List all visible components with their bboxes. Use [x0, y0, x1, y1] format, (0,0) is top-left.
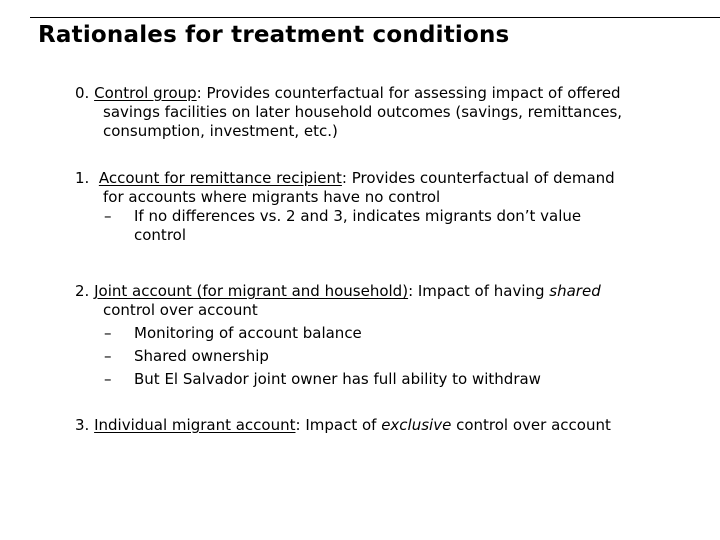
- item-number: 3.: [75, 416, 90, 434]
- item-number: 0.: [75, 84, 90, 102]
- item-term: Joint account (for migrant and household): [94, 282, 409, 300]
- item-emphasis: shared: [549, 282, 601, 300]
- sub-bullet-text-cont: control: [134, 226, 186, 244]
- dash-marker: –: [104, 207, 112, 225]
- dash-marker: –: [104, 347, 112, 365]
- item-desc: : Provides counterfactual for assessing impact of offered: [196, 84, 621, 102]
- sub-bullet-text: If no differences vs. 2 and 3, indicates migrants don’t value: [134, 207, 582, 225]
- sub-bullet-text: Shared ownership: [134, 347, 269, 365]
- item-remittance-recipient: [75, 169, 615, 245]
- slide-title: Rationales for treatment conditions: [38, 22, 510, 48]
- item-control-group: [75, 84, 622, 141]
- item-desc-line: savings facilities on later household outcomes (savings, remittances,: [103, 103, 623, 121]
- item-number: 1.: [75, 169, 90, 187]
- item-term: Control group: [94, 84, 197, 102]
- item-desc: : Impact of: [295, 416, 382, 434]
- sub-bullet: [75, 370, 601, 389]
- item-joint-account: [75, 282, 601, 389]
- item-desc-line: consumption, investment, etc.): [103, 122, 338, 140]
- item-desc: : Impact of having: [408, 282, 550, 300]
- item-desc-line: for accounts where migrants have no control: [103, 188, 441, 206]
- item-emphasis: exclusive: [381, 416, 452, 434]
- sub-bullet: [75, 347, 601, 366]
- item-individual-account: [75, 416, 611, 435]
- item-desc: : Provides counterfactual of demand: [341, 169, 615, 187]
- item-desc-end: control over account: [451, 416, 611, 434]
- item-term: Account for remittance recipient: [98, 169, 342, 187]
- sub-bullet: [75, 324, 601, 343]
- sub-bullet: [75, 207, 615, 226]
- dash-marker: –: [104, 324, 112, 342]
- item-term: Individual migrant account: [94, 416, 296, 434]
- sub-bullet-text: But El Salvador joint owner has full ability to withdraw: [134, 370, 541, 388]
- item-desc-line: control over account: [103, 301, 258, 319]
- top-rule: [30, 17, 720, 18]
- item-number: 2.: [75, 282, 90, 300]
- dash-marker: –: [104, 370, 112, 388]
- sub-bullet-text: Monitoring of account balance: [134, 324, 362, 342]
